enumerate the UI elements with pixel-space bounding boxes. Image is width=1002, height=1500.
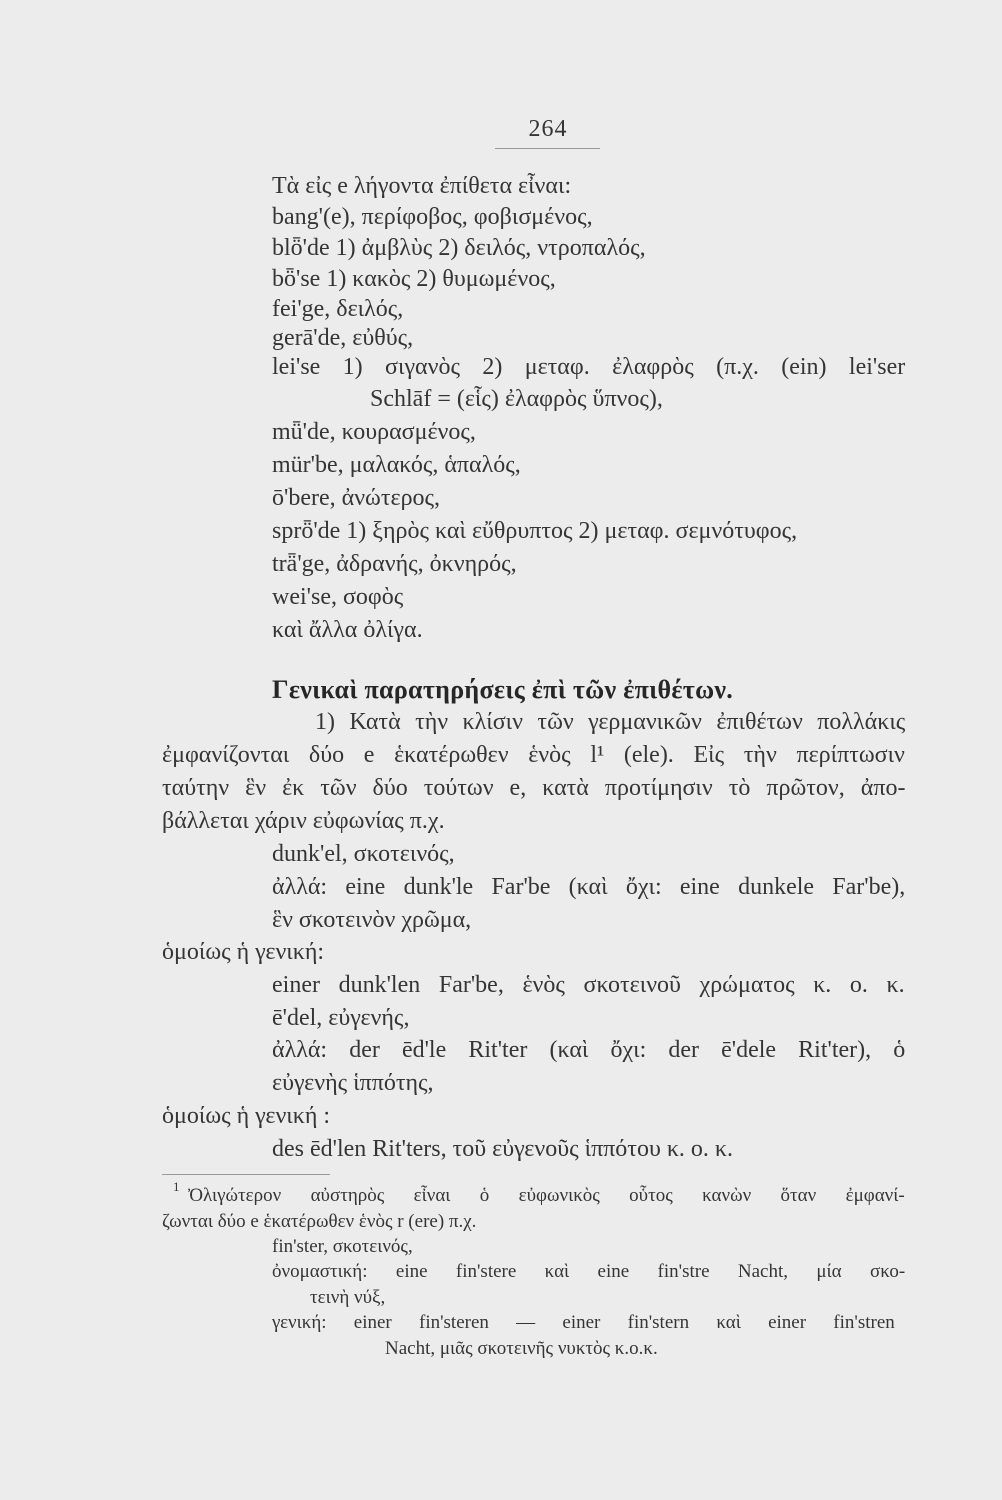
adjective-entry-text: gerā'de, εὐθύς, xyxy=(272,325,414,351)
example-line-text: ἀλλά: eine dunk'le Far'be (καὶ ὄχι: eine dunkele Far'be), xyxy=(272,874,906,900)
adjective-entry-text: lei'se 1) σιγανὸς 2) μεταφ. ἐλαφρὸς (π.χ. (ein) lei'ser xyxy=(272,354,906,380)
example-line-text: einer dunk'len Far'be, ἑνὸς σκοτεινοῦ χρώματος κ. ο. κ. xyxy=(272,972,905,998)
adjective-entry-text: bȫ'se 1) κακὸς 2) θυμωμένος, xyxy=(272,266,556,292)
example-label xyxy=(162,1100,905,1132)
example-line-text: ἓν σκοτεινὸν χρῶμα, xyxy=(272,907,472,933)
example-label-text: ὁμοίως ἡ γενική: xyxy=(162,939,325,965)
adjective-entry-text: sprȫ'de 1) ξηρὸς καὶ εὔθρυπτος 2) μεταφ. σεμνότυφος, xyxy=(272,518,798,544)
example-label xyxy=(162,936,905,968)
example-line xyxy=(272,969,905,1001)
example-line xyxy=(272,1002,905,1034)
adjective-entry xyxy=(272,548,905,580)
footnote-line xyxy=(272,1234,905,1260)
footnote-line-text: Nacht, μιᾶς σκοτεινῆς νυκτὸς κ.ο.κ. xyxy=(385,1338,658,1359)
adjective-entry xyxy=(272,201,905,233)
footnote-line-text: τεινὴ νύξ, xyxy=(310,1287,386,1308)
example-line xyxy=(272,1034,905,1066)
paragraph-line xyxy=(162,739,905,771)
paragraph-line-text: ταύτην ἓν ἐκ τῶν δύο τούτων e, κατὰ προτίμησιν τὸ πρῶτον, ἀπο- xyxy=(162,775,906,801)
footnote-line-text: γενική: einer fin'steren — einer fin'stern καὶ einer fin'stren xyxy=(272,1312,895,1333)
example-line-text: ἀλλά: der ēd'le Rit'ter (καὶ ὄχι: der ē'dele Rit'ter), ὁ xyxy=(272,1037,906,1063)
paragraph-line xyxy=(162,772,905,804)
example-line xyxy=(272,1067,905,1099)
example-line xyxy=(272,871,905,903)
paragraph-line-text: βάλλεται χάριν εὐφωνίας π.χ. xyxy=(162,808,445,834)
adjective-entry xyxy=(272,581,905,613)
adjective-entry xyxy=(272,232,905,264)
footnote-line xyxy=(188,1183,905,1209)
adjective-entry xyxy=(272,263,905,295)
page-number: 264 xyxy=(528,116,568,142)
example-line-text: dunk'el, σκοτεινός, xyxy=(272,841,455,867)
adjective-entry xyxy=(272,482,905,514)
footnote-line xyxy=(272,1310,895,1336)
adjective-entry-text: Schlāf = (εἷς) ἐλαφρὸς ὕπνος), xyxy=(370,386,663,412)
adjective-entry-continuation xyxy=(370,383,905,415)
adjective-entry-text: mǖ'de, κουρασμένος, xyxy=(272,419,476,445)
adjective-entry xyxy=(272,515,905,547)
adjectives-closing xyxy=(272,614,905,646)
example-line-text: ē'del, εὐγενής, xyxy=(272,1005,410,1031)
paragraph-line xyxy=(162,805,905,837)
adjective-entry-text: bang'(e), περίφοβος, φοβισμένος, xyxy=(272,204,593,230)
example-line-text: εὐγενὴς ἱππότης, xyxy=(272,1070,434,1096)
paragraph-line-text: 1) Κατὰ τὴν κλίσιν τῶν γερμανικῶν ἐπιθέτων πολλάκις xyxy=(315,709,906,735)
adjectives-intro xyxy=(272,170,905,202)
footnote-line-text: ζωνται δύο e ἑκατέρωθεν ἑνὸς r (ere) π.χ. xyxy=(162,1211,477,1232)
adjective-entry xyxy=(272,351,905,383)
footnote-line-text: ὀνομαστική: eine fin'stere καὶ eine fin'stre Nacht, μία σκο- xyxy=(272,1261,906,1282)
footnote-line xyxy=(272,1259,905,1285)
adjective-entry xyxy=(272,416,905,448)
paragraph-line xyxy=(315,706,905,738)
example-line-text: des ēd'len Rit'ters, τοῦ εὐγενοῦς ἱππότου κ. ο. κ. xyxy=(272,1136,734,1162)
section-heading-text: Γενικαὶ παρατηρήσεις ἐπὶ τῶν ἐπιθέτων. xyxy=(272,675,734,704)
adjectives-closing-text: καὶ ἄλλα ὀλίγα. xyxy=(272,617,423,643)
example-label-text: ὁμοίως ἡ γενική : xyxy=(162,1103,331,1129)
adjective-entry-text: trǟ'ge, ἀδρανής, ὀκνηρός, xyxy=(272,551,517,577)
adjective-entry xyxy=(272,322,905,354)
footnote-line xyxy=(385,1336,905,1362)
section-heading xyxy=(272,672,905,708)
footnote-line-text: fin'ster, σκοτεινός, xyxy=(272,1236,413,1257)
adjective-entry-text: blȫ'de 1) ἀμβλὺς 2) δειλός, ντροπαλός, xyxy=(272,235,646,261)
adjective-entry-text: fei'ge, δειλός, xyxy=(272,296,404,322)
footnote-line xyxy=(162,1209,905,1235)
example-line xyxy=(272,838,905,870)
adjective-entry-text: ō'bere, ἀνώτερος, xyxy=(272,485,441,511)
example-line xyxy=(272,1133,905,1165)
adjective-entry xyxy=(272,449,905,481)
footnote-line xyxy=(310,1285,905,1311)
page-number-rule xyxy=(495,148,600,149)
footnote-marker: 1 xyxy=(173,1179,180,1194)
paragraph-line-text: ἐμφανίζονται δύο e ἑκατέρωθεν ἑνὸς l¹ (ele). Εἰς τὴν περίπτωσιν xyxy=(162,742,905,768)
adjective-entry-text: mür'be, μαλακός, ἁπαλός, xyxy=(272,452,521,478)
footnote-rule xyxy=(162,1174,330,1175)
example-line xyxy=(272,904,905,936)
adjective-entry xyxy=(272,293,905,325)
adjective-entry-text: wei'se, σοφὸς xyxy=(272,584,404,610)
adjectives-intro-text: Τὰ εἰς e λήγοντα ἐπίθετα εἶναι: xyxy=(272,173,572,199)
footnote-line-text: Ὀλιγώτερον αὐστηρὸς εἶναι ὁ εὐφωνικὸς οὗτος κανὼν ὅταν ἐμφανί- xyxy=(188,1185,905,1206)
